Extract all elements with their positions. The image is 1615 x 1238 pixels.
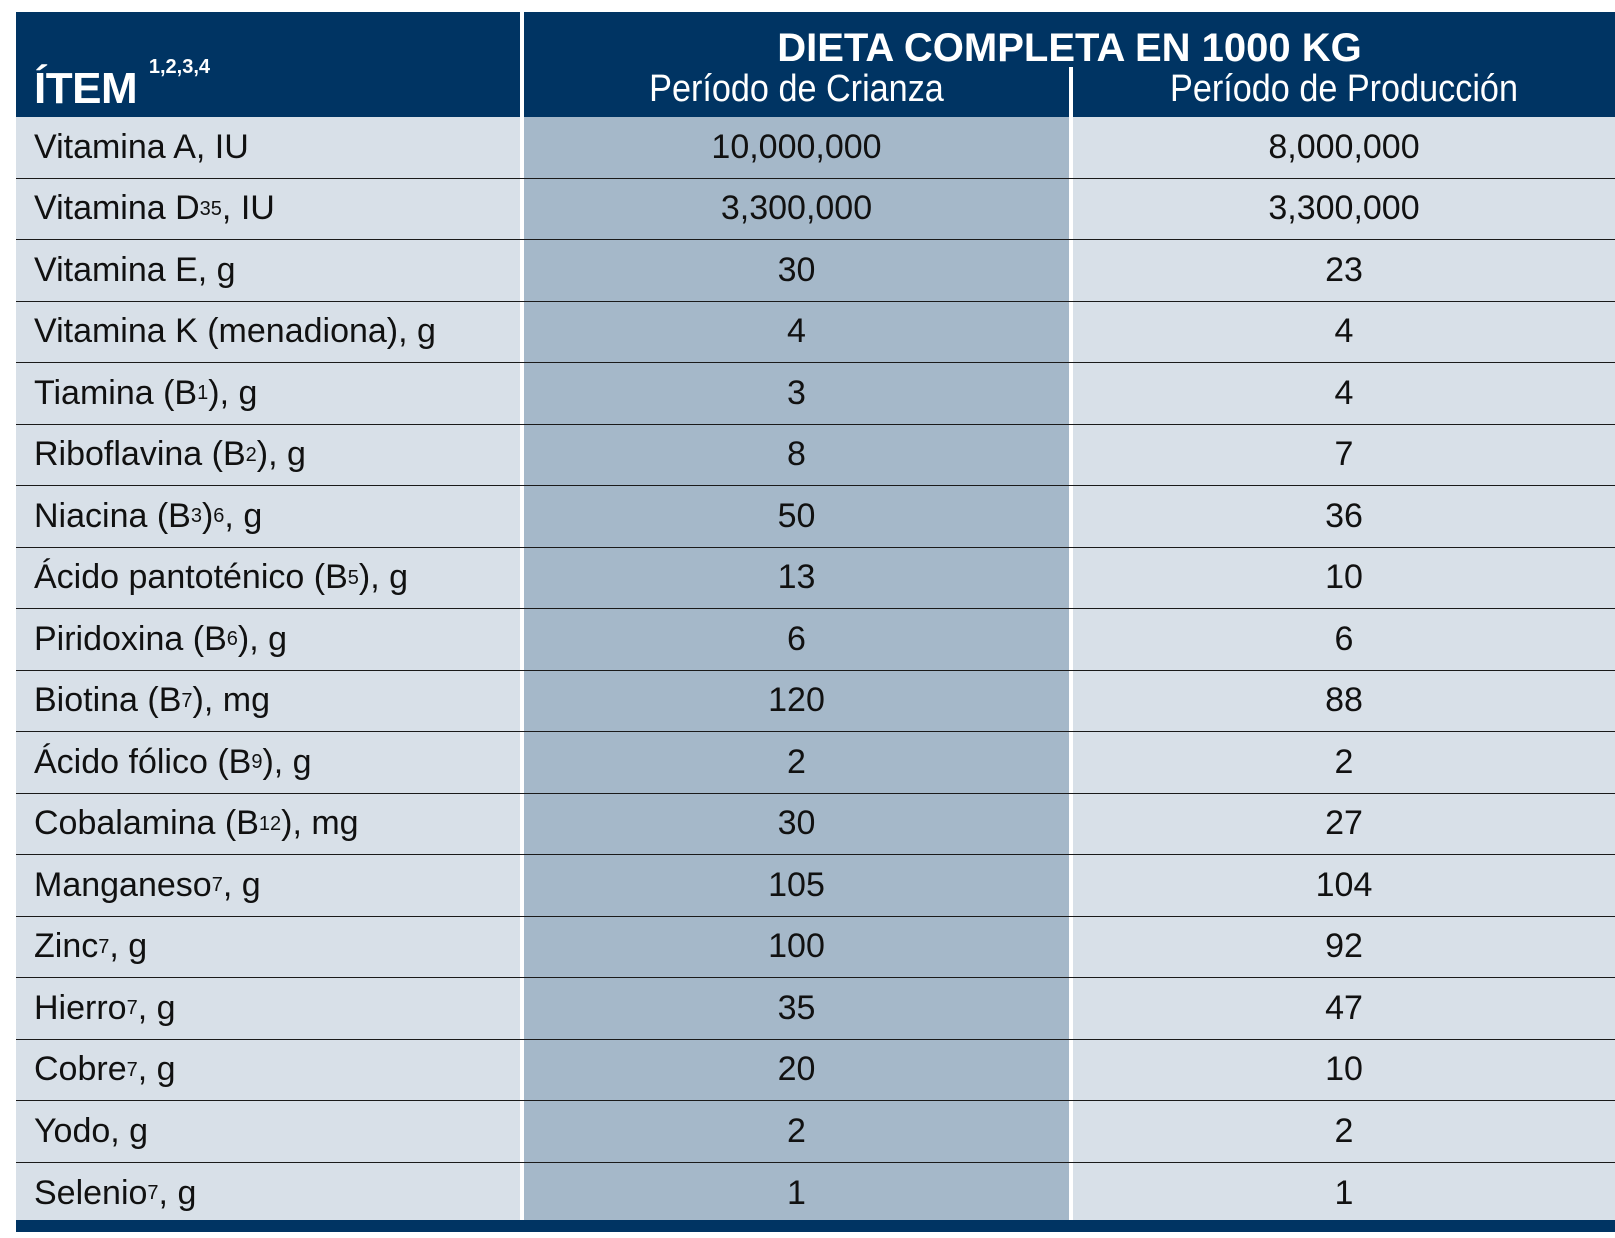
row-item-name-post: ), g (256, 435, 306, 474)
value-crianza: 100 (524, 917, 1069, 978)
row-item-name-pre: Vitamina D (34, 189, 200, 228)
value-produccion: 92 (1073, 917, 1615, 978)
value-produccion: 4 (1073, 302, 1615, 363)
row-item-name: Selenio 7 , g (16, 1163, 520, 1225)
row-item-name-post: , g (109, 927, 148, 966)
row-item-name (16, 117, 520, 178)
row-item-name: Riboflavina (B 2 ), g (16, 425, 520, 486)
value-produccion: 10 (1073, 548, 1615, 609)
table-row (16, 302, 1615, 364)
row-item-name-pre: Manganeso (34, 865, 212, 904)
value-crianza: 35 (524, 978, 1069, 1039)
row-item-name: Vitamina E, g (34, 250, 236, 289)
row-item-name: Zinc 7 , g (16, 917, 520, 978)
value-produccion: 27 (1073, 794, 1615, 855)
row-item-name: Ácido fólico (B 9 ), g (16, 732, 520, 793)
row-item-name-pre: Ácido fólico (B (34, 742, 252, 781)
table-row (16, 548, 1615, 610)
table-row (16, 794, 1615, 856)
table-row (16, 240, 1615, 302)
value-crianza: 4 (524, 302, 1069, 363)
row-item-name (16, 302, 520, 363)
value-produccion: 7 (1073, 425, 1615, 486)
value-produccion: 2 (1073, 732, 1615, 793)
row-item-name-pre: Hierro (34, 988, 127, 1027)
value-crianza: 20 (524, 1040, 1069, 1101)
row-item-name-pre: Biotina (B (34, 681, 182, 720)
value-crianza: 10,000,000 (524, 117, 1069, 178)
value-crianza: 13 (524, 548, 1069, 609)
row-item-name-post: ), g (237, 619, 287, 658)
row-item-name-pre: Ácido pantoténico (B (34, 558, 348, 597)
item-column-header: ÍTEM $^{1,2,3,4}$ (34, 56, 211, 113)
row-item-name-pre: Tiamina (B (34, 373, 198, 412)
row-item-name-pre: Zinc (34, 927, 99, 966)
table-body (16, 117, 1615, 1224)
row-item-name-pre: Riboflavina (B (34, 435, 246, 474)
table-row (16, 1040, 1615, 1102)
value-produccion: 8,000,000 (1073, 117, 1615, 178)
row-item-name: Cobalamina (B 12 ), mg (16, 794, 520, 855)
row-item-name-post: ), mg (281, 804, 359, 843)
row-item-name-post: ), g (262, 742, 312, 781)
value-produccion: 104 (1073, 855, 1615, 916)
row-item-name: Tiamina (B 1 ), g (16, 363, 520, 424)
row-item-name: Vitamina A, IU (34, 127, 249, 166)
value-produccion: 36 (1073, 486, 1615, 547)
row-item-name-post: , IU (221, 189, 275, 228)
row-item-name: Piridoxina (B 6 ), g (16, 609, 520, 670)
table-row (16, 363, 1615, 425)
row-item-name-post: ), g (358, 558, 409, 597)
table-row (16, 732, 1615, 794)
row-item-name-post: ), mg (192, 681, 270, 720)
table-row (16, 179, 1615, 241)
row-item-name: Niacina (B 3 ) 6 , g (16, 486, 520, 547)
row-item-name: Biotina (B 7 ), mg (16, 671, 520, 732)
table-row (16, 486, 1615, 548)
row-item-name: Vitamina K (menadiona), g (34, 312, 436, 351)
row-item-name: Ácido pantoténico (B 5 ), g (16, 548, 520, 609)
value-crianza: 50 (524, 486, 1069, 547)
table-row (16, 917, 1615, 979)
column-header-produccion: Período de Producción (1170, 68, 1518, 110)
table-row (16, 1101, 1615, 1163)
table-header (16, 12, 1615, 117)
row-item-name-pre: Cobre (34, 1050, 127, 1089)
table-row (16, 425, 1615, 487)
row-item-name-pre: Cobalamina (B (34, 804, 259, 843)
row-item-name: Cobre 7 , g (16, 1040, 520, 1101)
row-item-name-post: ), g (208, 373, 258, 412)
table-row (16, 855, 1615, 917)
group-title: DIETA COMPLETA EN 1000 KG (777, 26, 1362, 70)
value-produccion: 2 (1073, 1101, 1615, 1162)
table-footer-bar (16, 1220, 1615, 1232)
row-item-name-pre: Niacina (B (34, 496, 191, 535)
value-produccion: 88 (1073, 671, 1615, 732)
row-item-name-post: , g (158, 1173, 197, 1212)
row-item-name-pre: Selenio (34, 1173, 148, 1212)
value-crianza: 8 (524, 425, 1069, 486)
value-crianza: 2 (524, 732, 1069, 793)
value-crianza: 1 (524, 1163, 1069, 1225)
value-produccion: 6 (1073, 609, 1615, 670)
column-header-crianza: Período de Crianza (649, 68, 944, 110)
row-item-name (16, 240, 520, 301)
row-item-name-post: , g (224, 496, 263, 535)
value-produccion: 1 (1073, 1163, 1615, 1225)
header-subdivider (1069, 67, 1073, 117)
row-item-name-mid: ) (201, 496, 214, 535)
value-produccion: 3,300,000 (1073, 179, 1615, 240)
table-row (16, 609, 1615, 671)
value-crianza: 3 (524, 363, 1069, 424)
table-row (16, 1163, 1615, 1225)
value-produccion: 47 (1073, 978, 1615, 1039)
row-item-name: Vitamina D 3 5 , IU (16, 179, 520, 240)
value-produccion: 4 (1073, 363, 1615, 424)
value-crianza: 120 (524, 671, 1069, 732)
row-item-name: Manganeso 7 , g (16, 855, 520, 916)
row-item-name: Hierro 7 , g (16, 978, 520, 1039)
row-item-name: Yodo, g (34, 1111, 149, 1150)
item-footnotes: 1,2,3,4 (148, 56, 211, 78)
value-crianza: 3,300,000 (524, 179, 1069, 240)
value-crianza: 6 (524, 609, 1069, 670)
value-crianza: 30 (524, 240, 1069, 301)
value-crianza: 30 (524, 794, 1069, 855)
row-item-name-pre: Piridoxina (B (34, 619, 227, 658)
row-item-name-post: , g (137, 1050, 176, 1089)
row-item-name (16, 1101, 520, 1162)
value-crianza: 105 (524, 855, 1069, 916)
value-produccion: 10 (1073, 1040, 1615, 1101)
table-row (16, 978, 1615, 1040)
table-row (16, 671, 1615, 733)
row-item-name-post: , g (137, 988, 176, 1027)
value-crianza: 2 (524, 1101, 1069, 1162)
value-produccion: 23 (1073, 240, 1615, 301)
table-row (16, 117, 1615, 179)
vitamin-mineral-table (16, 12, 1615, 1232)
row-item-name-post: , g (222, 865, 261, 904)
